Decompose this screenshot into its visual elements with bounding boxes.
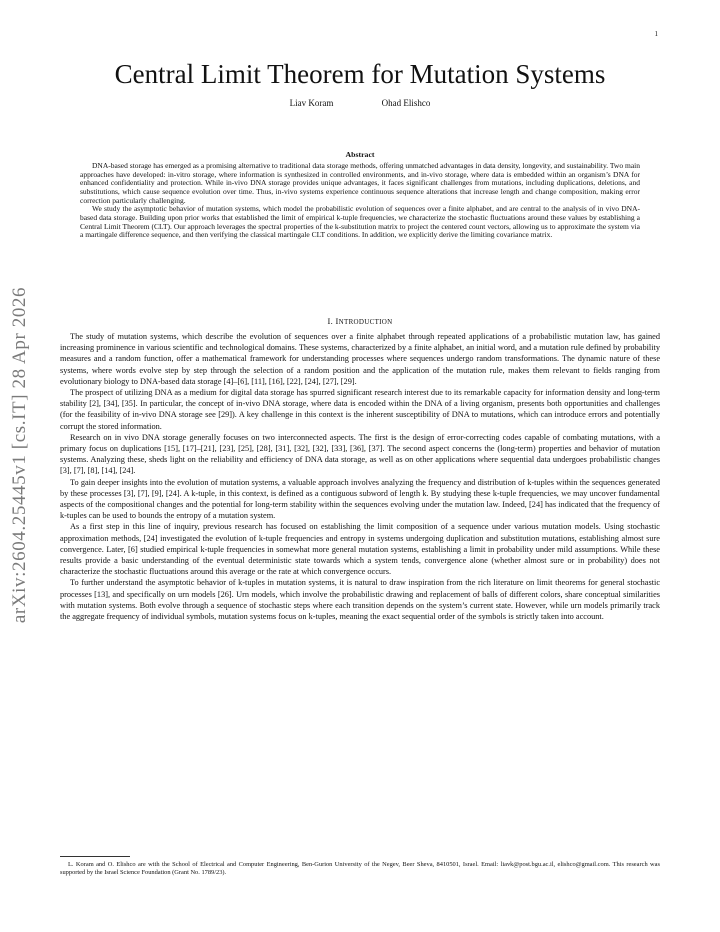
section-title-initial: I bbox=[335, 316, 339, 326]
arxiv-side-stamp bbox=[3, 260, 37, 650]
introduction-body bbox=[60, 331, 660, 622]
section-number: I. bbox=[327, 316, 334, 326]
body-paragraph: The prospect of utilizing DNA as a medium for digital data storage has spurred significant research interest due to its remarkable capacity for information density and long-term stability [2], [34], [35]. In particular, the concept of in-vivo DNA storage, where data is encoded within the DNA of a living organism, presents both opportunities and challenges (for the feasibility of in-vivo DNA storage see [29]). A key challenge in this context is the inherent susceptibility of DNA to mutations, which can introduce errors and potentially corrupt the stored information. bbox=[60, 388, 660, 431]
author-name: Liav Koram bbox=[289, 98, 334, 108]
section-heading bbox=[60, 316, 660, 326]
abstract-heading: Abstract bbox=[345, 150, 375, 159]
body-paragraph: To further understand the asymptotic behavior of k-tuples in mutation systems, it is natural to draw inspiration from the rich literature on limit theorems for general stochastic processes [13], and specifically on urn models [26]. Urn models, which involve the probabilistic drawing and replacement of balls of different colors, share conceptual similarities with mutation systems. Both evolve through a sequence of stochastic steps where each transition depends on the system’s current state. However, while urn models primarily track the aggregate frequency of individual symbols, mutation systems focus on k-tuples, meaning the exact sequential order of the symbols is strictly taken into account. bbox=[60, 578, 660, 622]
body-paragraph: To gain deeper insights into the evolution of mutation systems, a valuable approach involves analyzing the frequency and distribution of k-tuples within the sequences generated by these processes [3], [7], [9], [24]. A k-tuple, in this context, is defined as a contiguous subword of length k. By studying these k-tuple frequencies, we may uncover fundamental aspects of the compositional changes and the potential for long-term stability within the sequences evolving under the mutation law. Indeed, [24] has indicated that the frequency of k-tuples can be used to bounds the entropy of a mutation system. bbox=[60, 477, 660, 521]
body-paragraph: As a first step in this line of inquiry, previous research has focused on establishing the limit composition of a sequence under various mutation models. Using stochastic approximation methods, [24] investigated the evolution of k-tuple frequencies and entropy in systems undergoing duplication and substitution mutations, establishing almost sure convergence. Later, [6] studied empirical k-tuple frequencies in somewhat more general mutation systems, establishing a limit in probability under mild assumptions. While these results provide a basic understanding of the eventual deterministic state towards which a system tends, convergence alone (whether almost sure or in probability) does not characterize the stochastic fluctuations around this average or the rate at which convergence occurs. bbox=[60, 522, 660, 577]
author-list bbox=[60, 98, 660, 108]
body-paragraph: Research on in vivo DNA storage generally focuses on two interconnected aspects. The first is the design of error-correcting codes capable of combating mutations, with a primary focus on duplications [15], [17]–[21], [23], [25], [28], [31], [32], [32], [33], [36], [37]. The second aspect concerns the (long-term) properties and behavior of mutation systems. Analyzing these, sheds light on the reliability and efficiency of DNA data storage, as well as on other applications where sequential data undergoes probabilistic changes [3], [7], [8], [14], [24]. bbox=[60, 432, 660, 476]
page-number: 1 bbox=[654, 30, 658, 38]
abstract-paragraph: We study the asymptotic behavior of mutation systems, which model the probabilistic evolution of sequences over a finite alphabet, and are central to the analysis of in vivo DNA-based data storage. Building upon prior works that established the limit of empirical k-tuple frequencies, we characterize the stochastic fluctuations around these values by establishing a Central Limit Theorem (CLT). Our approach leverages the spectral properties of the k-substitution matrix to project the centered count vectors, allowing us to approximate the system via a martingale difference sequence, and then verifying the classical martingale CLT conditions. In addition, we explicitly derive the limiting covariance matrix. bbox=[80, 204, 640, 240]
paper-title: Central Limit Theorem for Mutation Systems bbox=[114, 59, 606, 89]
author-affiliation-footnote: L. Koram and O. Elishco are with the School of Electrical and Computer Engineering, Ben-Gurion University of the Negev, Beer Sheva, 8410501, Israel. Email: liavk@post.bgu.ac.il, elishco@gmail.com. This research was supported by the Israel Science Foundation (Grant No. 1789/23). bbox=[60, 861, 660, 876]
footnote-divider bbox=[60, 856, 130, 857]
abstract-paragraph: DNA-based storage has emerged as a promising alternative to traditional data storage methods, offering unmatched advantages in data density, longevity, and sustainability. Two main approaches have developed: in-vitro storage, where information is synthesized in controlled environments, and in-vivo storage, where data is embedded within an organism’s DNA for enhanced confidentiality and protection. While in-vivo DNA storage provides unique advantages, it faces significant challenges from mutations, including duplications, deletions, and substitutions, which cause sequence evolution over time. Thus, in-vivo systems experience continuous sequence alterations that increase length and change composition, making error correction particularly challenging. bbox=[80, 161, 640, 205]
abstract-body bbox=[80, 162, 640, 240]
author-name: Ohad Elishco bbox=[381, 98, 431, 108]
section-title-rest: NTRODUCTION bbox=[338, 318, 393, 326]
body-paragraph: The study of mutation systems, which describe the evolution of sequences over a finite alphabet through repeated applications of a probabilistic mutation law, has gained increasing prominence in various scientific and technological domains. These systems, characterized by a finite alphabet, an initial word, and a mutation rule defined by probability measures and a random function, offer a mathematical framework for understanding processes where sequences undergo random transformations. The dynamic nature of these systems, where words evolve step by step through the selection of a random position and the application of the mutation rule, makes them relevant to fields ranging from evolutionary biology to DNA-based data storage [4]–[6], [11], [16], [22], [24], [27], [29]. bbox=[60, 332, 660, 386]
arxiv-identifier: arXiv:2604.25445v1 [cs.IT] 28 Apr 2026 bbox=[9, 286, 30, 624]
